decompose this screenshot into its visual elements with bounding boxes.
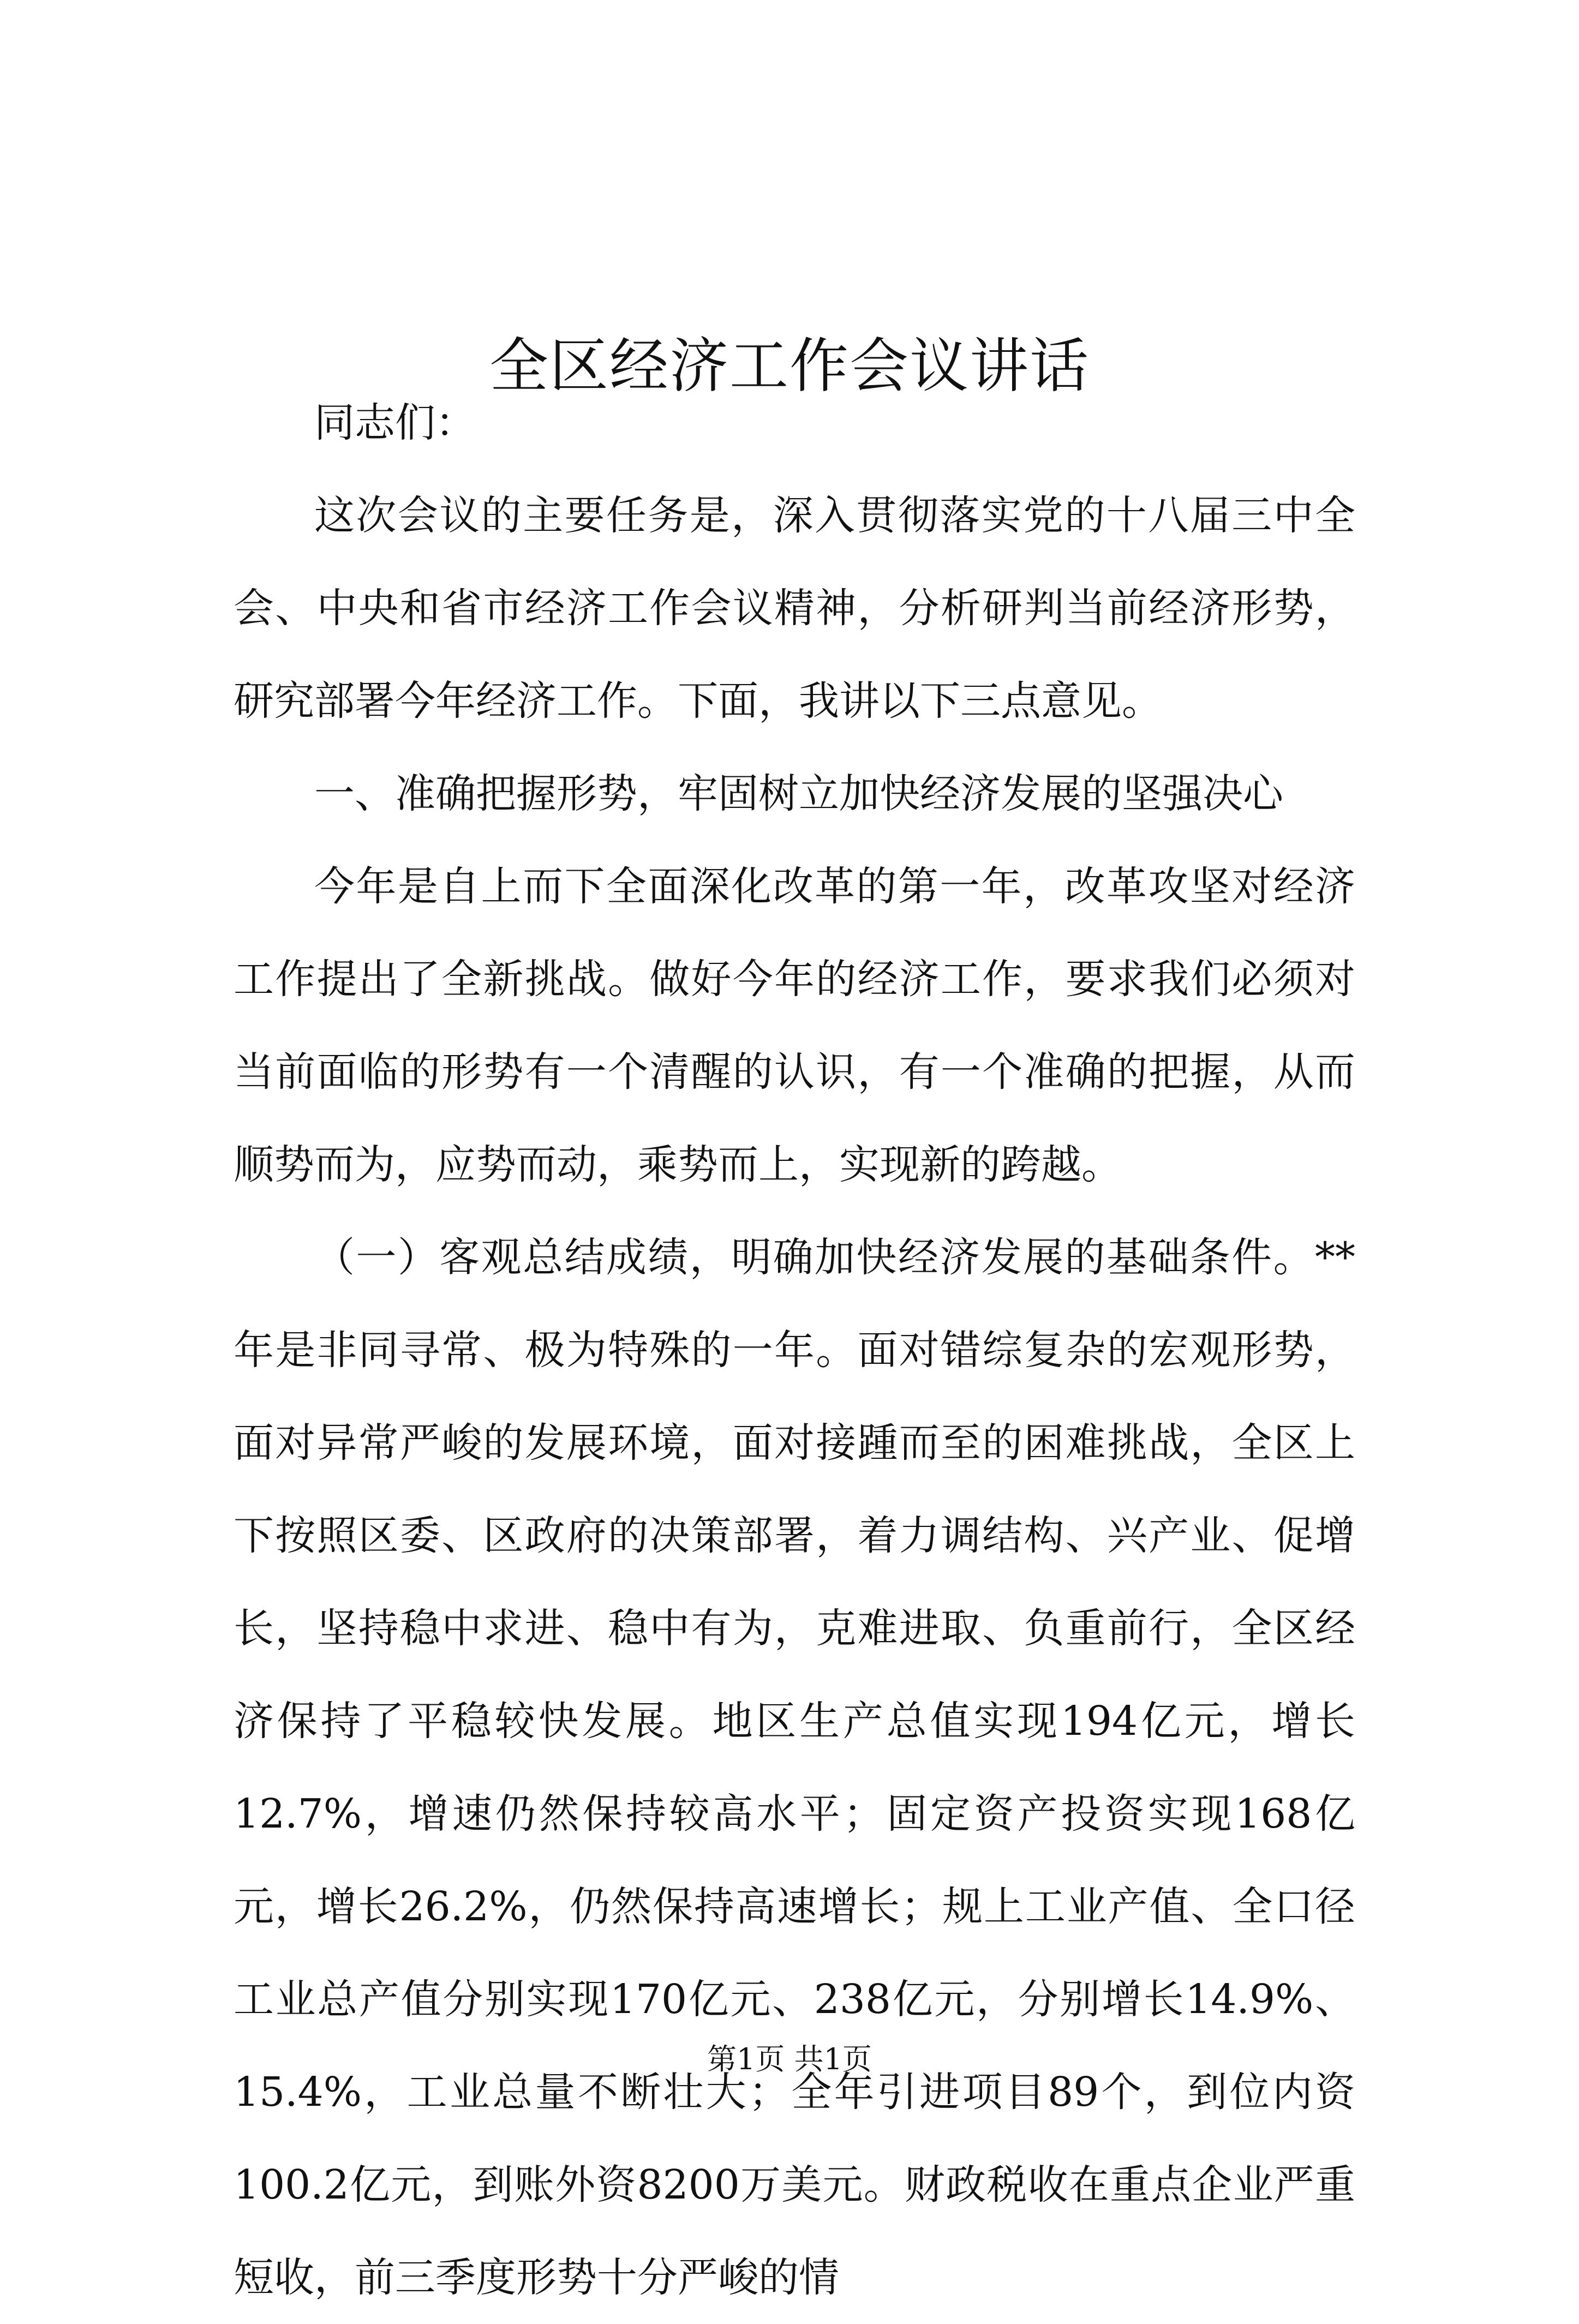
- page-footer: 第1页 共1页: [707, 2042, 872, 2076]
- paragraph-achievements: （一）客观总结成绩，明确加快经济发展的基础条件。**年是非同寻常、极为特殊的一年。面对错综复杂的宏观形势，面对异常严峻的发展环境，面对接踵而至的困难挑战，全区上下按照区委、区政府的决策部署，着力调结构、兴产业、促增长，坚持稳中求进、稳中有为，克难进取、负重前行，全区经济保持了平稳较快发展。地区生产总值实现194亿元，增长12.7%，增速仍然保持较高水平；固定资产投资实现168亿元，增长26.2%，仍然保持高速增长；规上工业产值、全口径工业总产值分别实现170亿元、238亿元，分别增长14.9%、15.4%，工业总量不断壮大；全年引进项目89个，到位内资100.2亿元，到账外资8200万美元。财政税收在重点企业严重短收，前三季度形势十分严峻的情: [234, 1234, 1355, 2301]
- section-heading-1: 一、准确把握形势，牢固树立加快经济发展的坚强决心: [314, 770, 1283, 817]
- paragraph-intro: 这次会议的主要任务是，深入贯彻落实党的十八届三中全会、中央和省市经济工作会议精神，分析研判当前经济形势，研究部署今年经济工作。下面，我讲以下三点意见。: [234, 492, 1355, 724]
- page-title: 全区经济工作会议讲话: [489, 332, 1090, 401]
- document-body: [234, 376, 1355, 2324]
- salutation: 同志们：: [314, 399, 476, 446]
- paragraph-situation: 今年是自上而下全面深化改革的第一年，改革攻坚对经济工作提出了全新挑战。做好今年的经济工作，要求我们必须对当前面临的形势有一个清醒的认识，有一个准确的把握，从而顺势而为，应势而动，乘势而上，实现新的跨越。: [234, 863, 1355, 1188]
